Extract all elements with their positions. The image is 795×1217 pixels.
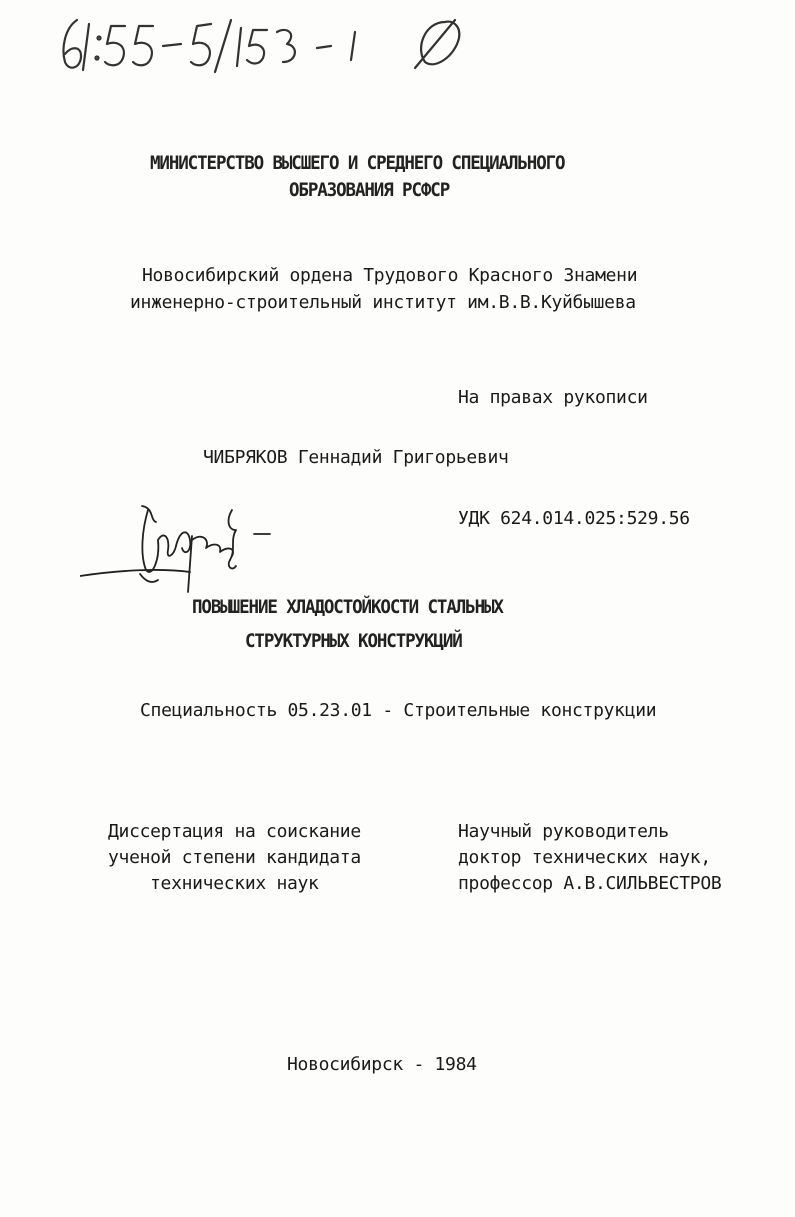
- supervisor-line-3: профессор А.В.СИЛЬВЕСТРОВ: [458, 873, 722, 894]
- udk-code: УДК 624.014.025:529.56: [458, 508, 690, 529]
- supervisor-line-1: Научный руководитель: [458, 821, 669, 842]
- author-name: ЧИБРЯКОВ Геннадий Григорьевич: [203, 447, 509, 468]
- dissertation-line-2: ученой степени кандидата: [108, 847, 361, 868]
- manuscript-rights-notice: На правах рукописи: [458, 387, 648, 408]
- institute-line-2: инженерно-строительный институт им.В.В.Куйбышева: [130, 292, 636, 313]
- ministry-line-2: ОБРАЗОВАНИЯ РСФСР: [289, 179, 450, 201]
- dissertation-line-1: Диссертация на соискание: [108, 821, 361, 842]
- author-signature: [80, 500, 280, 610]
- ministry-line-1: МИНИСТЕРСТВО ВЫСШЕГО И СРЕДНЕГО СПЕЦИАЛЬНОГО: [150, 152, 565, 174]
- dissertation-title-line-2: СТРУКТУРНЫХ КОНСТРУКЦИЙ: [245, 630, 462, 652]
- dissertation-title-line-1: ПОВЫШЕНИЕ ХЛАДОСТОЙКОСТИ СТАЛЬНЫХ: [192, 596, 503, 618]
- institute-line-1: Новосибирский ордена Трудового Красного Знамени: [142, 265, 638, 286]
- dissertation-line-3: технических наук: [150, 873, 319, 894]
- supervisor-line-2: доктор технических наук,: [458, 847, 711, 868]
- handwritten-archive-number: [55, 8, 475, 78]
- specialty-line: Специальность 05.23.01 - Строительные конструкции: [140, 700, 657, 721]
- city-year-footer: Новосибирск - 1984: [287, 1054, 477, 1075]
